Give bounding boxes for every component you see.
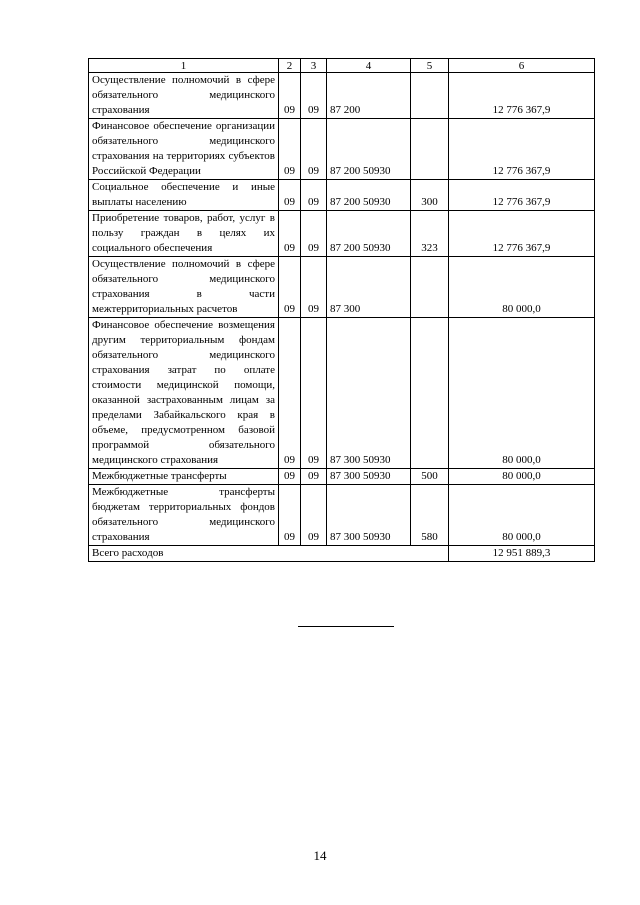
- row-expense-type: [411, 73, 449, 119]
- row-section: 09: [279, 73, 301, 119]
- budget-expenditure-table: [88, 58, 595, 562]
- row-expense-type: 580: [411, 485, 449, 546]
- total-value: 12 951 889,3: [449, 546, 595, 562]
- row-section: 09: [279, 257, 301, 318]
- row-subsection: 09: [301, 211, 327, 257]
- header-col-2: 2: [279, 59, 301, 73]
- row-expense-type: 300: [411, 180, 449, 211]
- table-row: [89, 469, 595, 485]
- row-name: Межбюджетные трансферты бюджетам территориальных фондов обязательного медицинского страхования: [89, 485, 279, 546]
- table-row: [89, 485, 595, 546]
- row-subsection: 09: [301, 485, 327, 546]
- row-section: 09: [279, 318, 301, 469]
- row-amount: 12 776 367,9: [449, 211, 595, 257]
- row-amount: 12 776 367,9: [449, 180, 595, 211]
- row-target-code: 87 300 50930: [327, 469, 411, 485]
- table-row: [89, 119, 595, 180]
- row-expense-type: 500: [411, 469, 449, 485]
- end-of-table-divider: [298, 626, 394, 627]
- row-section: 09: [279, 180, 301, 211]
- row-target-code: 87 200 50930: [327, 180, 411, 211]
- row-name: Осуществление полномочий в сфере обязательного медицинского страхования: [89, 73, 279, 119]
- table-row: [89, 180, 595, 211]
- header-row: [89, 59, 595, 73]
- row-target-code: 87 200 50930: [327, 211, 411, 257]
- row-name: Осуществление полномочий в сфере обязательного медицинского страхования в части межтерриториальных расчетов: [89, 257, 279, 318]
- row-name: Социальное обеспечение и иные выплаты населению: [89, 180, 279, 211]
- row-target-code: 87 300 50930: [327, 485, 411, 546]
- row-subsection: 09: [301, 119, 327, 180]
- table-row: [89, 211, 595, 257]
- table-row: [89, 257, 595, 318]
- row-expense-type: [411, 119, 449, 180]
- page-number: 14: [313, 848, 327, 863]
- row-target-code: 87 300 50930: [327, 318, 411, 469]
- total-label: Всего расходов: [89, 546, 449, 562]
- row-target-code: 87 200: [327, 73, 411, 119]
- row-amount: 12 776 367,9: [449, 73, 595, 119]
- total-row: [89, 546, 595, 562]
- header-col-5: 5: [411, 59, 449, 73]
- row-subsection: 09: [301, 257, 327, 318]
- row-expense-type: [411, 257, 449, 318]
- table-row: [89, 318, 595, 469]
- row-subsection: 09: [301, 318, 327, 469]
- row-subsection: 09: [301, 469, 327, 485]
- table-row: [89, 73, 595, 119]
- header-col-1: 1: [89, 59, 279, 73]
- row-target-code: 87 300: [327, 257, 411, 318]
- row-name: Финансовое обеспечение организации обязательного медицинского страхования на территориях субъектов Российской Федерации: [89, 119, 279, 180]
- row-amount: 80 000,0: [449, 318, 595, 469]
- row-expense-type: [411, 318, 449, 469]
- row-section: 09: [279, 485, 301, 546]
- row-target-code: 87 200 50930: [327, 119, 411, 180]
- row-section: 09: [279, 119, 301, 180]
- row-name: Финансовое обеспечение возмещения другим территориальным фондам обязательного медицинского страхования затрат по оплате стоимости медицинской помощи, оказанной застрахованным лицам за пределами Забайкальского края в объеме, предусмотренном базовой программой обязательного медицинского страхования: [89, 318, 279, 469]
- header-col-4: 4: [327, 59, 411, 73]
- row-name: Межбюджетные трансферты: [89, 469, 279, 485]
- row-section: 09: [279, 469, 301, 485]
- row-subsection: 09: [301, 73, 327, 119]
- row-amount: 80 000,0: [449, 485, 595, 546]
- header-col-3: 3: [301, 59, 327, 73]
- header-col-6: 6: [449, 59, 595, 73]
- row-subsection: 09: [301, 180, 327, 211]
- row-name: Приобретение товаров, работ, услуг в пользу граждан в целях их социального обеспечения: [89, 211, 279, 257]
- row-section: 09: [279, 211, 301, 257]
- row-expense-type: 323: [411, 211, 449, 257]
- row-amount: 80 000,0: [449, 469, 595, 485]
- row-amount: 80 000,0: [449, 257, 595, 318]
- row-amount: 12 776 367,9: [449, 119, 595, 180]
